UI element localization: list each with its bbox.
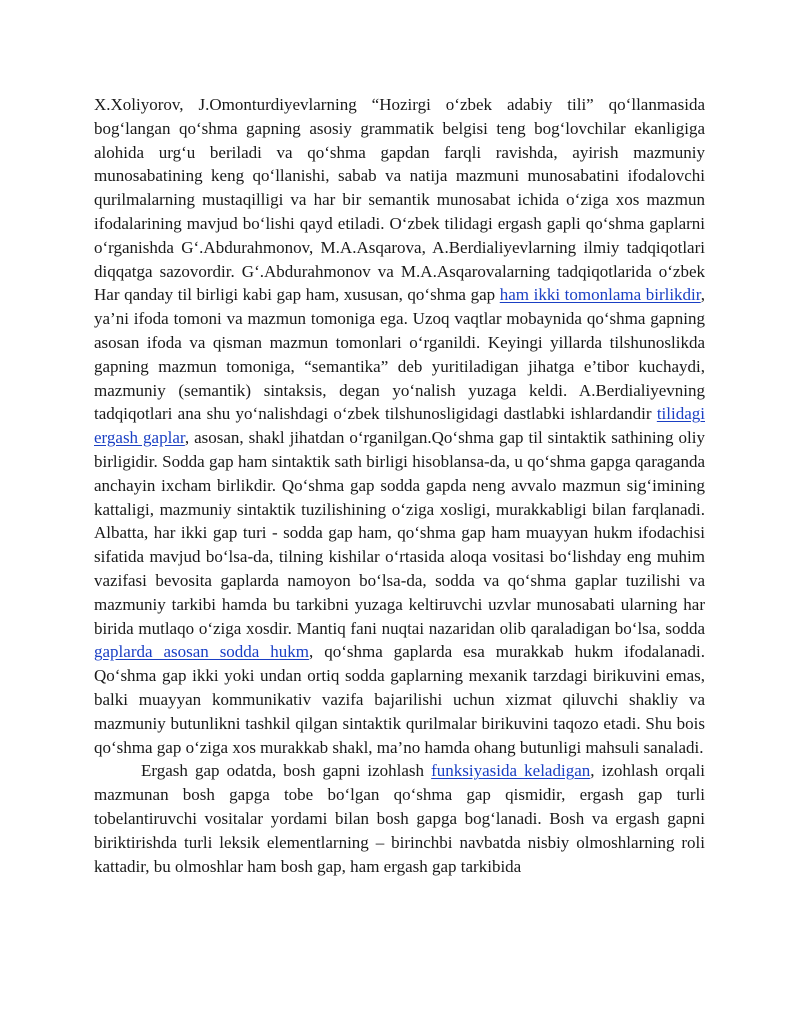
link-funksiyasida-keladigan[interactable]: funksiyasida keladigan — [431, 761, 591, 781]
paragraph-1-text-4: , qo‘shma gaplarda esa murakkab hukm ifodalanadi. Qo‘shma gap ikki yoki undan ortiq sodda gaplarning mexanik tarzdagi birikuvini emas, balki muayyan kommunikativ vazifa bajarilishi uchun xizmat qiluvchi shakliy va mazmuniy butunlikni tashkil qilgan sintaktik qurilmalar birikuvini taqozo etadi. Shu bois qo‘shma gap o‘ziga xos murakkab shakl, ma’no hamda ohang butunligi mahsuli sanaladi. — [94, 642, 706, 757]
paragraph-1 — [94, 93, 705, 759]
document-page — [94, 93, 705, 878]
paragraph-1-text-3: , asosan, shakl jihatdan o‘rganilgan.Qo‘shma gap til sintaktik sathining oliy birligidir. Sodda gap ham sintaktik sath birligi hisoblansa-da, u qo‘shma gapga qaraganda anchayin ixcham birlikdir. Qo‘shma gap sodda gapda neng avvalo mazmun sig‘imining kattaligi, mazmuniy sintaktik tuzilishining o‘ziga xosligi, murakkabligi bilan farqlanadi. Albatta, har ikki gap turi - sodda gap ham, qo‘shma gap ham muayyan hukm ifodachisi sifatida mavjud bo‘lsa-da, tilning kishilar o‘rtasida aloqa vositasi bo‘lishday eng muhim vazifasi bevosita gaplarda namoyon bo‘lsa-da, sodda va qo‘shma gaplar tuzilishi va mazmuniy tarkibi hamda bu tarkibni yuzaga keltiruvchi uzvlar munosabati ularning har birida mutlaqo o‘ziga xosdir. Mantiq fani nuqtai nazaridan olib qaraladigan bo‘lsa, sodda — [94, 428, 705, 638]
paragraph-1-text-1: X.Xoliyorov, J.Omonturdiyevlarning “Hozirgi o‘zbek adabiy tili” qo‘llanmasida bog‘langan qo‘shma gapning asosiy grammatik belgisi teng bog‘lovchilar ekanligiga alohida urg‘u beriladi va qo‘shma gapdan farqli ravishda, ayirish mazmuniy munosabatining keng qo‘llanishi, sabab va natija mazmuni munosabatini ifodalovchi qurilmalarning mustaqilligi va har bir semantik munosabat ichida o‘ziga xos mazmun ifodalarining mavjud bo‘lishi qayd etiladi. O‘zbek tilidagi ergash gapli qo‘shma gaplarni o‘rganishda G‘.Abdurahmonov, M.A.Asqarova, A.Berdialiyevlarning ilmiy tadqiqotlari diqqatga sazovordir. G‘.Abdurahmonov va M.A.Asqarovalarning tadqiqotlarida o‘zbek Har qanday til birligi kabi gap ham, xususan, qo‘shma gap — [94, 95, 705, 305]
link-gaplarda-asosan-sodda-hukm[interactable]: gaplarda asosan sodda hukm — [94, 642, 310, 662]
link-ham-ikki-tomonlama-birlikdir[interactable]: ham ikki tomonlama birlikdir — [499, 285, 701, 305]
paragraph-2-text-1: Ergash gap odatda, bosh gapni izohlash — [141, 761, 432, 781]
paragraph-2 — [94, 759, 705, 878]
link-tilidagi-ergash-gaplar[interactable]: tilidagi ergash gaplar — [94, 404, 705, 448]
paragraph-2-text-2: , izohlash orqali mazmunan bosh gapga tobe bo‘lgan qo‘shma gap qismidir, ergash gap turli tobelantiruvchi vositalar yordami bilan bosh gapga bog‘lanadi. Bosh va ergash gapni biriktirishda turli leksik elementlarning – birinchbi navbatda nisbiy olmoshlarning roli kattadir, bu olmoshlar ham bosh gap, ham ergash gap tarkibida — [94, 761, 706, 876]
paragraph-1-text-2: , ya’ni ifoda tomoni va mazmun tomoniga ega. Uzoq vaqtlar mobaynida qo‘shma gapning asosan ifoda va qisman mazmun tomonlari o‘rganildi. Keyingi yillarda tilshunoslikda gapning mazmun tomoniga, “semantika” deb yuritiladigan jihatga e’tibor kuchaydi, mazmuniy (semantik) sintaksis, degan yo‘nalish yuzaga keldi. A.Berdialiyevning tadqiqotlari ana shu yo‘nalishdagi o‘zbek tilshunosligidagi dastlabki ishlardandir — [94, 285, 706, 424]
